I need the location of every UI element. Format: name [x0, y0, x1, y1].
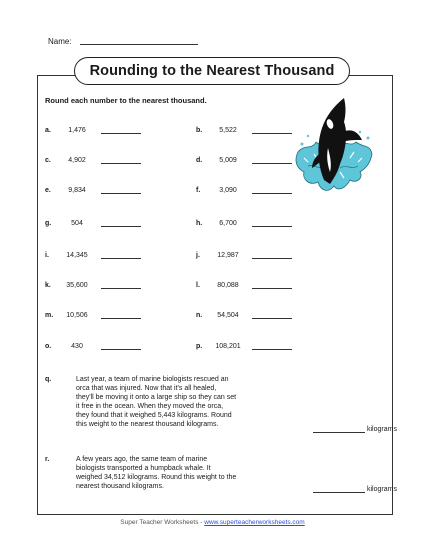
- problem-number: 35,600: [66, 281, 88, 289]
- word-problem-line: they'll be moving it onto a large ship so they can set: [76, 394, 237, 401]
- footer-link[interactable]: www.superteacherworksheets.com: [204, 519, 305, 526]
- problem-letter: o.: [45, 342, 52, 350]
- problem-item: [196, 342, 292, 350]
- problem-item: [45, 156, 141, 164]
- problem-item: [45, 219, 141, 227]
- problem-item: [45, 311, 141, 319]
- word-problem-line: this weight to the nearest thousand kilograms.: [76, 421, 219, 428]
- word-problem-letter: r.: [45, 456, 50, 463]
- name-label: Name:: [48, 37, 72, 46]
- footer-site-name: Super Teacher Worksheets: [120, 519, 199, 526]
- problem-item: [45, 186, 141, 194]
- word-problem: [45, 455, 305, 491]
- problem-item: [196, 251, 292, 259]
- word-problem-line: A few years ago, the same team of marine: [76, 456, 208, 463]
- page-title: Rounding to the Nearest Thousand: [74, 57, 350, 85]
- problem-item: [45, 281, 141, 289]
- problem-number: 10,506: [66, 311, 88, 319]
- problem-letter: k.: [45, 281, 51, 289]
- problem-item: [196, 186, 292, 194]
- problem-letter: p.: [196, 342, 203, 350]
- problem-letter: g.: [45, 219, 52, 227]
- problem-item: [196, 311, 292, 319]
- word-problem-line: weighed 34,512 kilograms. Round this weight to the: [76, 474, 237, 481]
- problem-letter: m.: [45, 311, 54, 319]
- answer-blank[interactable]: [252, 342, 292, 350]
- answer-blank[interactable]: [252, 219, 292, 227]
- answer-blank[interactable]: [252, 156, 292, 164]
- problem-item: [196, 219, 292, 227]
- problem-item: [45, 126, 141, 134]
- word-problem-line: it free in the ocean. When they moved the orca,: [76, 403, 224, 410]
- answer-blank[interactable]: [252, 281, 292, 289]
- instructions: Round each number to the nearest thousand.: [45, 96, 207, 105]
- word-answer-blank[interactable]: [313, 485, 365, 493]
- problem-letter: n.: [196, 311, 203, 319]
- problem-letter: a.: [45, 126, 51, 134]
- problem-number: 3,090: [219, 186, 237, 194]
- answer-blank[interactable]: [101, 219, 141, 227]
- problem-letter: h.: [196, 219, 203, 227]
- problem-letter: f.: [196, 186, 201, 194]
- word-problem: [45, 375, 305, 429]
- problem-item: [196, 156, 292, 164]
- problem-number: 504: [71, 219, 83, 227]
- word-problem-text: [76, 375, 301, 429]
- problem-number: 1,476: [68, 126, 86, 134]
- word-problem-line: nearest thousand kilograms.: [76, 483, 164, 490]
- problem-number: 6,700: [219, 219, 237, 227]
- problem-number: 12,987: [217, 251, 239, 259]
- word-problem-line: they found that it weighed 5,443 kilograms. Round: [76, 412, 232, 419]
- answer-blank[interactable]: [101, 156, 141, 164]
- problem-number: 5,009: [219, 156, 237, 164]
- footer: [0, 519, 425, 526]
- answer-blank[interactable]: [252, 126, 292, 134]
- problem-letter: j.: [196, 251, 200, 259]
- answer-blank[interactable]: [101, 186, 141, 194]
- problem-item: [196, 281, 292, 289]
- problem-number: 108,201: [215, 342, 241, 350]
- problem-number: 9,834: [68, 186, 86, 194]
- problem-letter: e.: [45, 186, 51, 194]
- answer-blank[interactable]: [101, 126, 141, 134]
- word-problem-text: [76, 455, 301, 491]
- problem-item: [45, 342, 141, 350]
- word-answer-unit: kilograms: [367, 426, 397, 433]
- word-answer: [313, 425, 397, 433]
- word-answer-unit: kilograms: [367, 486, 397, 493]
- problem-number: 80,088: [217, 281, 239, 289]
- problem-number: 54,504: [217, 311, 239, 319]
- problem-letter: l.: [196, 281, 200, 289]
- answer-blank[interactable]: [252, 186, 292, 194]
- word-problem-line: biologists transported a humpback whale. It: [76, 465, 211, 472]
- answer-blank[interactable]: [101, 342, 141, 350]
- answer-blank[interactable]: [101, 281, 141, 289]
- problem-letter: b.: [196, 126, 203, 134]
- answer-blank[interactable]: [101, 311, 141, 319]
- footer-separator: -: [200, 519, 203, 526]
- problem-number: 14,345: [66, 251, 88, 259]
- problem-number: 5,522: [219, 126, 237, 134]
- name-field[interactable]: [80, 36, 198, 45]
- word-answer: [313, 485, 397, 493]
- answer-blank[interactable]: [252, 251, 292, 259]
- problem-letter: c.: [45, 156, 51, 164]
- problem-number: 4,902: [68, 156, 86, 164]
- problem-letter: d.: [196, 156, 203, 164]
- word-problem-letter: q.: [45, 376, 52, 383]
- answer-blank[interactable]: [101, 251, 141, 259]
- problem-item: [196, 126, 292, 134]
- name-row: [48, 36, 198, 46]
- answer-blank[interactable]: [252, 311, 292, 319]
- word-problem-line: Last year, a team of marine biologists rescued an: [76, 376, 229, 383]
- problem-letter: i.: [45, 251, 49, 259]
- orca-icon: [294, 92, 374, 200]
- word-problem-line: orca that was injured. Now that it's all healed,: [76, 385, 217, 392]
- word-answer-blank[interactable]: [313, 425, 365, 433]
- problem-item: [45, 251, 141, 259]
- problem-number: 430: [71, 342, 83, 350]
